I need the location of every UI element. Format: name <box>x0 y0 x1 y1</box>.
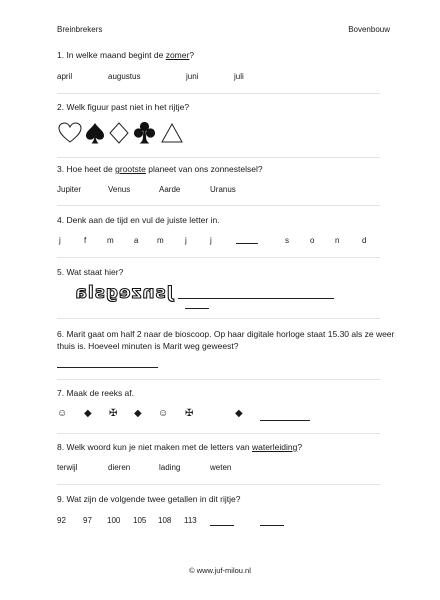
question-1-keyword: zomer <box>165 50 190 60</box>
club-filled-icon[interactable] <box>132 120 157 145</box>
month-letter: m <box>157 236 164 245</box>
question-1-text-post: ? <box>189 50 195 60</box>
number-item: 105 <box>133 516 147 525</box>
number-item: 113 <box>184 516 197 525</box>
answer-option[interactable]: Jupiter <box>57 185 82 194</box>
heart-outline-icon[interactable] <box>57 121 83 145</box>
header-left: Breinbrekers <box>57 25 103 34</box>
number-item: 97 <box>83 516 92 525</box>
answer-option[interactable]: weten <box>210 463 232 472</box>
answer-blank-month[interactable] <box>236 243 258 244</box>
month-letter: d <box>362 236 367 245</box>
cross-icon: ✠ <box>109 408 118 419</box>
diamond-filled-icon: ◆ <box>235 408 243 419</box>
answer-option[interactable]: Venus <box>108 185 131 194</box>
answer-blank-short[interactable] <box>185 308 209 309</box>
number-item: 92 <box>57 516 66 525</box>
question-8 <box>57 442 302 452</box>
divider <box>57 93 380 94</box>
answer-blank-number-2[interactable] <box>260 525 284 526</box>
month-letter: m <box>107 236 114 245</box>
diamond-filled-icon: ◆ <box>134 408 142 419</box>
question-1 <box>57 50 194 60</box>
mirrored-puzzle-word: Jsnzegsla <box>74 283 173 303</box>
month-letter: o <box>310 236 315 245</box>
cross-icon: ✠ <box>185 408 194 419</box>
divider <box>57 157 380 158</box>
question-7: 7. Maak de reeks af. <box>57 388 135 398</box>
question-3 <box>57 164 263 174</box>
header-right: Bovenbouw <box>348 25 390 34</box>
question-9: 9. Wat zijn de volgende twee getallen in dit rijtje? <box>57 494 241 504</box>
footer-credit: © www.juf-milou.nl <box>189 566 251 575</box>
divider <box>57 484 380 485</box>
triangle-outline-icon[interactable] <box>160 121 184 145</box>
divider <box>57 433 380 434</box>
question-6-line-2: thuis is. Hoeveel minuten is Marit weg geweest? <box>57 341 239 351</box>
smiley-icon: ☺ <box>158 408 169 419</box>
month-letter: j <box>59 236 61 245</box>
answer-option[interactable]: Uranus <box>210 185 236 194</box>
answer-option[interactable]: april <box>57 72 73 81</box>
month-letter: n <box>335 236 340 245</box>
answer-blank-sequence[interactable] <box>260 420 310 421</box>
question-6-line-1: 6. Marit gaat om half 2 naar de bioscoop. Op haar digitale horloge staat 15.30 als ze weer <box>57 329 395 339</box>
question-2: 2. Welk figuur past niet in het rijtje? <box>57 102 190 112</box>
divider <box>57 257 380 258</box>
answer-option[interactable]: lading <box>159 463 181 472</box>
number-item: 100 <box>107 516 121 525</box>
answer-option[interactable]: augustus <box>108 72 141 81</box>
month-letter: f <box>84 236 87 245</box>
answer-option[interactable]: juni <box>186 72 199 81</box>
question-8-text-post: ? <box>297 442 303 452</box>
answer-option[interactable]: terwijl <box>57 463 78 472</box>
question-4: 4. Denk aan de tijd en vul de juiste letter in. <box>57 215 220 225</box>
month-letter: j <box>210 236 212 245</box>
question-5: 5. Wat staat hier? <box>57 267 124 277</box>
smiley-icon: ☺ <box>57 408 68 419</box>
month-letter: s <box>285 236 289 245</box>
number-item: 108 <box>158 516 172 525</box>
divider <box>57 205 380 206</box>
answer-option[interactable]: juli <box>234 72 244 81</box>
answer-option[interactable]: Aarde <box>159 185 181 194</box>
answer-blank-minutes[interactable] <box>57 367 158 368</box>
answer-blank-number-1[interactable] <box>210 525 234 526</box>
month-letter: a <box>134 236 139 245</box>
question-3-text-pre: 3. Hoe heet de <box>57 164 116 174</box>
question-8-keyword: waterleiding <box>251 442 298 452</box>
answer-option[interactable]: dieren <box>108 463 131 472</box>
diamond-outline-icon[interactable] <box>108 121 130 145</box>
question-8-text-pre: 8. Welk woord kun je niet maken met de letters van <box>57 442 252 452</box>
divider <box>57 318 380 319</box>
question-3-text-post: planeet van ons zonnestelsel? <box>145 164 263 174</box>
spade-filled-icon[interactable] <box>83 121 107 145</box>
question-3-keyword: grootste <box>115 164 146 174</box>
question-1-text-pre: 1. In welke maand begint de <box>57 50 166 60</box>
month-letter: j <box>185 236 187 245</box>
divider <box>57 379 380 380</box>
diamond-filled-icon: ◆ <box>84 408 92 419</box>
answer-blank-word[interactable] <box>178 298 334 299</box>
